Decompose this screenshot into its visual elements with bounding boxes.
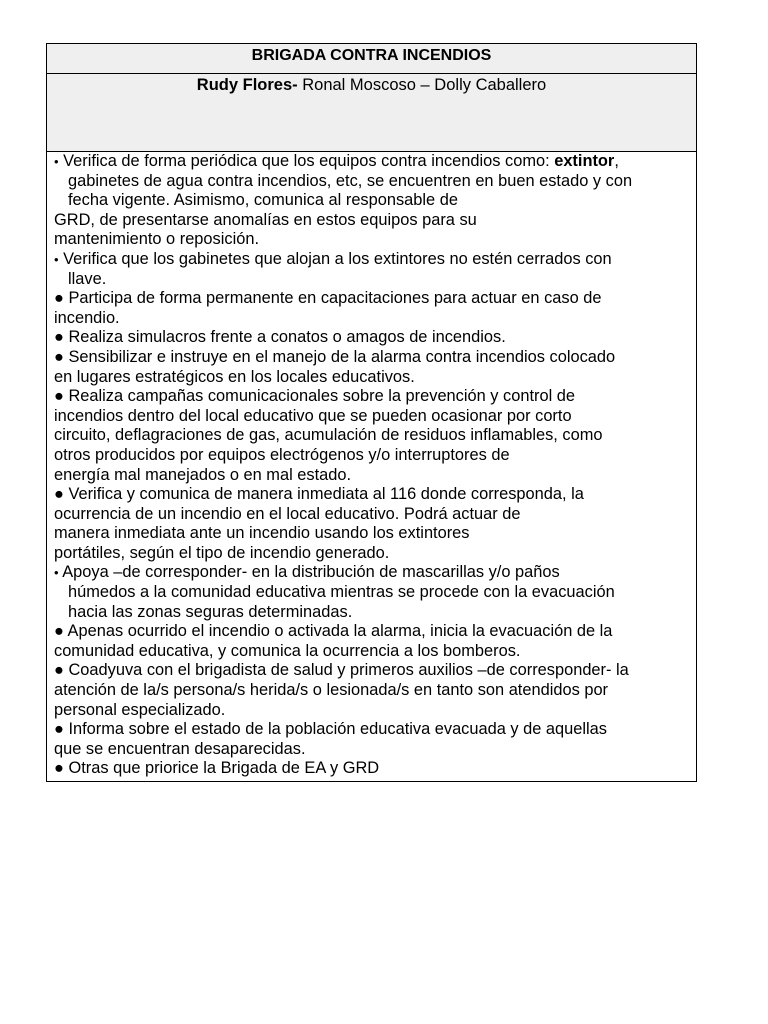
brigade-table xyxy=(46,43,697,782)
duty-text: incendio. xyxy=(54,308,120,327)
duty-line xyxy=(54,505,690,525)
duty-text: GRD, de presentarse anomalías en estos equipos para su xyxy=(54,210,477,229)
duty-line xyxy=(54,563,690,583)
duty-text: Otras que priorice la Brigada de EA y GRD xyxy=(63,759,380,778)
duty-text: ocurrencia de un incendio en el local educativo. Podrá actuar de xyxy=(54,504,521,523)
duty-keyword: extintor xyxy=(554,152,615,170)
duty-line xyxy=(54,466,690,486)
duty-text: energía mal manejados o en mal estado. xyxy=(54,465,352,484)
duty-text: mantenimiento o reposición. xyxy=(54,230,259,249)
duty-text: personal especializado. xyxy=(54,700,226,719)
duty-text: Verifica y comunica de manera inmediata al 116 donde corresponda, la xyxy=(63,485,584,504)
bullet-icon: ● xyxy=(54,328,64,347)
duty-line xyxy=(54,642,690,662)
duty-line xyxy=(54,211,690,231)
bullet-icon: ● xyxy=(54,387,64,406)
duty-text: en lugares estratégicos en los locales educativos. xyxy=(54,367,415,386)
duty-line xyxy=(54,720,690,740)
duty-line xyxy=(54,583,690,603)
duty-line xyxy=(54,740,690,760)
duty-line xyxy=(54,348,690,368)
duty-line xyxy=(54,701,690,721)
duty-line xyxy=(54,152,690,172)
bullet-icon: ● xyxy=(54,347,64,366)
duty-line xyxy=(54,622,690,642)
duty-line xyxy=(54,446,690,466)
duty-text: Verifica de forma periódica que los equipos contra incendios como: xyxy=(58,152,555,170)
bullet-icon: • xyxy=(54,251,59,267)
member-lead: Rudy Flores- xyxy=(196,76,298,94)
duty-line xyxy=(54,759,690,779)
duty-text: gabinetes de agua contra incendios, etc, se encuentren en buen estado y con xyxy=(68,171,633,190)
bullet-icon: ● xyxy=(54,622,64,641)
duty-text: Realiza campañas comunicacionales sobre la prevención y control de xyxy=(63,387,576,406)
duty-text: incendios dentro del local educativo que se pueden ocasionar por corto xyxy=(54,406,572,425)
duty-text: llave. xyxy=(68,269,107,288)
duty-text: otros producidos por equipos electrógenos y/o interruptores de xyxy=(54,445,510,464)
duty-line xyxy=(54,309,690,329)
bullet-icon: ● xyxy=(54,720,64,739)
duty-line xyxy=(54,250,690,270)
bullet-icon: ● xyxy=(54,485,64,504)
duty-line xyxy=(54,191,690,211)
duty-text: Coadyuva con el brigadista de salud y primeros auxilios –de corresponder- la xyxy=(63,661,629,680)
duty-text: Verifica que los gabinetes que alojan a los extintores no estén cerrados con xyxy=(58,249,612,268)
duty-text: Apoya –de corresponder- en la distribución de mascarillas y/o paños xyxy=(58,563,560,582)
duty-text: atención de la/s persona/s herida/s o lesionada/s en tanto son atendidos por xyxy=(54,681,609,700)
duty-text: circuito, deflagraciones de gas, acumulación de residuos inflamables, como xyxy=(54,426,603,445)
duty-text: Sensibilizar e instruye en el manejo de la alarma contra incendios colocado xyxy=(63,347,616,366)
bullet-icon: ● xyxy=(54,289,64,308)
bullet-icon: ● xyxy=(54,759,64,778)
duty-line xyxy=(54,485,690,505)
duty-text: manera inmediata ante un incendio usando los extintores xyxy=(54,524,470,543)
duty-line xyxy=(54,426,690,446)
duty-line xyxy=(54,681,690,701)
duty-line xyxy=(54,172,690,192)
member-others: Ronal Moscoso – Dolly Caballero xyxy=(297,76,547,94)
duty-text: , xyxy=(614,152,619,170)
bullet-icon: • xyxy=(54,154,59,169)
duty-text: Informa sobre el estado de la población educativa evacuada y de aquellas xyxy=(63,720,607,739)
duty-line xyxy=(54,544,690,564)
duty-text: comunidad educativa, y comunica la ocurrencia a los bomberos. xyxy=(54,641,521,660)
duty-line xyxy=(54,230,690,250)
duty-text: portátiles, según el tipo de incendio generado. xyxy=(54,543,390,562)
duty-line xyxy=(54,524,690,544)
bullet-icon: • xyxy=(54,565,59,581)
duty-text: hacia las zonas seguras determinadas. xyxy=(68,602,353,621)
duty-line xyxy=(54,328,690,348)
duty-text: que se encuentran desaparecidas. xyxy=(54,739,306,758)
duties-cell xyxy=(47,152,696,781)
duty-text: Apenas ocurrido el incendio o activada la alarma, inicia la evacuación de la xyxy=(63,622,613,641)
duty-line xyxy=(54,368,690,388)
duty-line xyxy=(54,270,690,290)
duty-line xyxy=(54,603,690,623)
duty-line xyxy=(54,407,690,427)
duty-text: Participa de forma permanente en capacitaciones para actuar en caso de xyxy=(63,289,602,308)
duty-text: fecha vigente. Asimismo, comunica al responsable de xyxy=(68,191,458,210)
duty-text: Realiza simulacros frente a conatos o amagos de incendios. xyxy=(63,328,506,347)
bullet-icon: ● xyxy=(54,661,64,680)
table-title: BRIGADA CONTRA INCENDIOS xyxy=(47,44,696,74)
duty-line xyxy=(54,661,690,681)
duty-line xyxy=(54,387,690,407)
members-row xyxy=(47,74,696,152)
duty-text: húmedos a la comunidad educativa mientras se procede con la evacuación xyxy=(68,583,615,602)
duty-line xyxy=(54,289,690,309)
